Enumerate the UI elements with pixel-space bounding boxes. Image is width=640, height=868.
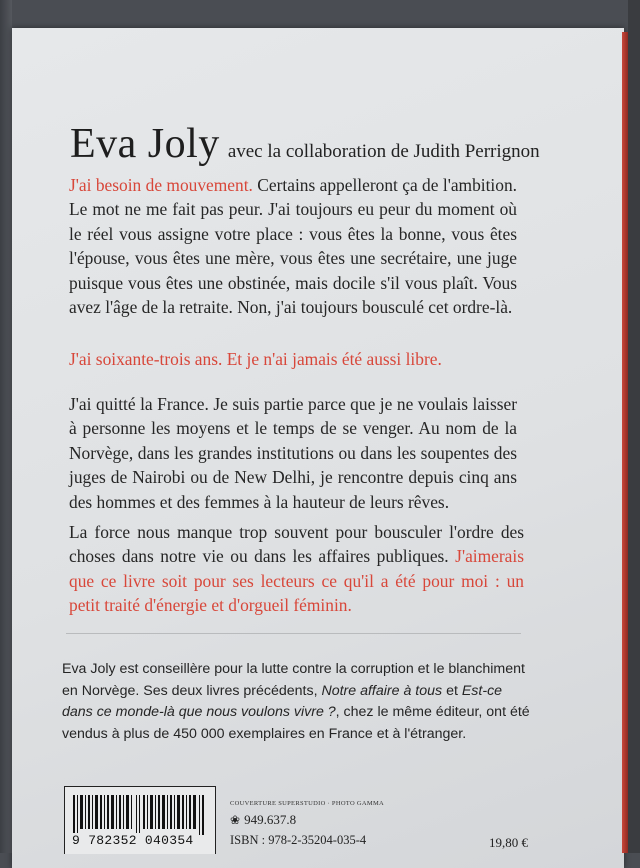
paragraph-4: [69, 520, 524, 618]
isbn: ISBN : 978-2-35204-035-4: [230, 833, 367, 847]
bio-book-1-title: Notre affaire à tous: [321, 682, 443, 699]
background-left: [0, 0, 12, 853]
section-divider: [66, 633, 521, 634]
cover-credit: COUVERTURE SUPERSTUDIO · PHOTO GAMMA: [230, 800, 385, 807]
paragraph-2-highlight: J'ai soixante-trois ans. Et je n'ai jamais été aussi libre.: [69, 349, 442, 369]
price: 19,80 €: [489, 835, 528, 850]
reference-number: [230, 812, 296, 828]
paragraph-4-text: La force nous manque trop souvent pour bousculer l'ordre des choses dans notre vie ou dans les affaires publiques.: [69, 522, 524, 567]
reference-value: 949.637.8: [244, 812, 297, 827]
collaboration-line: avec la collaboration de Judith Perrignon: [227, 141, 540, 162]
bio-part-2: et: [442, 682, 462, 699]
bio-part-1: Eva Joly est conseillère pour la lutte contre la corruption et le blanchiment en Norvège. Ses deux livres précédents,: [62, 661, 525, 699]
paragraph-1-lead: J'ai besoin de mouvement.: [69, 175, 253, 195]
cover-header: [70, 120, 540, 168]
paragraph-4-highlight: J'aimerais que ce livre soit pour ses lecteurs ce qu'il a été pour moi : un petit traité d'énergie et d'orgueil féminin.: [69, 546, 524, 616]
publisher-logo-icon: ❀: [230, 813, 241, 827]
barcode-number: 9 782352 040354: [72, 833, 194, 848]
author-bio: [62, 659, 532, 745]
author-name: Eva Joly: [70, 121, 220, 167]
barcode-bars: [73, 795, 207, 835]
background-right: [628, 0, 640, 853]
paragraph-1: [69, 173, 517, 319]
paragraph-3: J'ai quitté la France. Je suis partie parce que je ne voulais laisser à personne les moyens et le temps de se venger. Au nom de la Norvège, dans les grandes institutions ou dans les soupentes des juges de Nairobi ou de New Delhi, je rencontre depuis cinq ans des hommes et des femmes à la hauteur de leurs rêves.: [69, 394, 517, 512]
paragraph-1-text: Certains appelleront ça de l'ambition. Le mot ne me fait pas peur. J'ai toujours eu peur du moment où le réel vous assigne votre place : vous êtes la bonne, vous êtes l'épouse, vous êtes une mère, vous êtes une secrétaire, une juge puisque vous êtes une obstinée, mais docile s'il vous plaît. Vous avez l'âge de la retraite. Non, j'ai toujours bousculé cet ordre-là.: [69, 175, 517, 318]
bio-part-3: , chez le même éditeur, ont été vendus à plus de 450 000 exemplaires en France et à l'étranger.: [62, 704, 530, 742]
bio-book-2-title: Est-ce dans ce monde-là que nous voulons vivre ?: [62, 682, 503, 720]
